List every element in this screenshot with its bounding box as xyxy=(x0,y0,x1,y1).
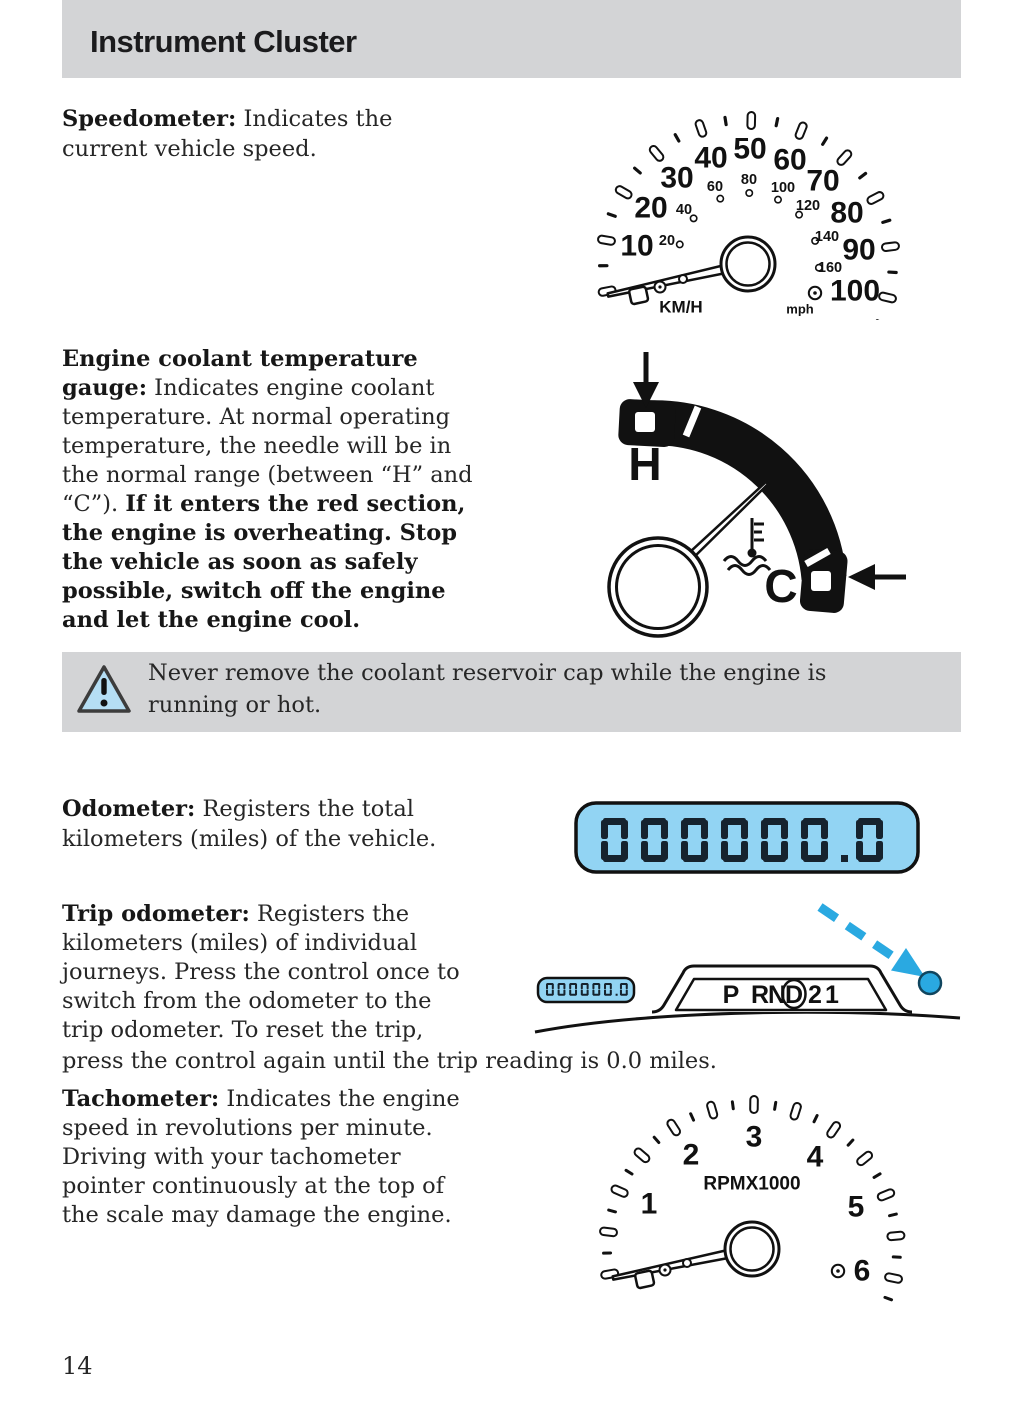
text-line: kilometers (miles) of individual xyxy=(62,930,418,956)
cluster-contour-line xyxy=(535,1012,960,1032)
tachometer-illustration xyxy=(560,1075,1000,1310)
kmh-unit-label: KM/H xyxy=(659,297,703,317)
cold-label: C xyxy=(764,560,798,612)
svg-text:100: 100 xyxy=(770,180,796,196)
lamp-symbol-icon xyxy=(809,287,821,299)
text-line: Driving with your tachometer xyxy=(62,1144,401,1170)
coolant-hub xyxy=(609,538,707,636)
svg-text:160: 160 xyxy=(817,260,843,276)
svg-text:10: 10 xyxy=(620,229,654,263)
warning-callout xyxy=(62,652,961,732)
text-line: Engine coolant temperature xyxy=(62,346,418,372)
page-title: Instrument Cluster xyxy=(90,24,357,59)
svg-text:1: 1 xyxy=(825,981,839,1009)
svg-text:20: 20 xyxy=(634,191,668,225)
svg-text:20: 20 xyxy=(658,233,676,249)
svg-text:R: R xyxy=(750,981,770,1009)
text-line: temperature. At normal operating xyxy=(62,404,450,430)
text-line: the normal range (between “H” and xyxy=(62,462,473,488)
text-line: kilometers (miles) of the vehicle. xyxy=(62,826,437,852)
hot-label: H xyxy=(628,438,662,490)
svg-text:4: 4 xyxy=(806,1140,824,1174)
svg-text:2: 2 xyxy=(808,981,822,1009)
text-line: pointer continuously at the top of xyxy=(62,1173,445,1199)
svg-text:70: 70 xyxy=(806,164,840,198)
svg-text:1: 1 xyxy=(640,1187,658,1221)
speedometer-illustration xyxy=(560,95,1000,320)
svg-text:100: 100 xyxy=(829,274,881,308)
svg-text:3: 3 xyxy=(745,1120,763,1154)
svg-text:5: 5 xyxy=(847,1190,865,1224)
text-line: gauge: Indicates engine coolant xyxy=(62,375,435,401)
tachometer-needle-base xyxy=(635,1259,691,1288)
text-line: speed in revolutions per minute. xyxy=(62,1115,433,1141)
svg-text:D: D xyxy=(784,981,804,1009)
svg-text:30: 30 xyxy=(660,161,694,195)
text-line: Trip odometer: Registers the xyxy=(62,901,410,927)
cold-pointer-arrow-icon xyxy=(848,564,906,590)
svg-text:80: 80 xyxy=(740,172,758,188)
text-line: Tachometer: Indicates the engine xyxy=(62,1086,460,1112)
text-line: the scale may damage the engine. xyxy=(62,1202,452,1228)
text-line: switch from the odometer to the xyxy=(62,988,432,1014)
odometer-display-illustration xyxy=(560,790,1000,885)
svg-text:90: 90 xyxy=(842,233,876,267)
text-line: “C”). If it enters the red section, xyxy=(62,491,466,517)
tachometer-hub xyxy=(725,1222,779,1276)
page-number: 14 xyxy=(62,1352,93,1380)
speedometer-hub xyxy=(721,237,775,291)
section-header-bar xyxy=(62,0,961,78)
svg-text:120: 120 xyxy=(795,198,821,214)
coolant-temp-icon xyxy=(724,518,770,575)
text-line: Odometer: Registers the total xyxy=(62,796,414,822)
warning-text-line: Never remove the coolant reservoir cap while the engine is xyxy=(148,660,827,686)
svg-text:60: 60 xyxy=(773,143,807,177)
text-line: trip odometer. To reset the trip, xyxy=(62,1017,424,1043)
svg-text:2: 2 xyxy=(682,1138,700,1172)
text-line: the vehicle as soon as safely xyxy=(62,549,418,575)
warning-triangle-icon xyxy=(76,662,132,716)
svg-text:6: 6 xyxy=(853,1254,871,1288)
warning-text-line: running or hot. xyxy=(148,692,322,718)
svg-text:140: 140 xyxy=(814,229,840,245)
trip-reset-illustration xyxy=(520,895,1000,1045)
text-line: the engine is overheating. Stop xyxy=(62,520,457,546)
svg-text:80: 80 xyxy=(830,196,864,230)
svg-text:50: 50 xyxy=(733,132,767,166)
svg-text:60: 60 xyxy=(706,179,724,195)
mph-unit-label: mph xyxy=(786,301,814,317)
text-line: temperature, the needle will be in xyxy=(62,433,452,459)
text-line: possible, switch off the engine xyxy=(62,578,446,604)
rpm-unit-label: RPMX1000 xyxy=(703,1173,801,1195)
trip-reset-button xyxy=(919,972,941,994)
text-line: and let the engine cool. xyxy=(62,607,361,633)
svg-text:40: 40 xyxy=(694,141,728,175)
text-line: press the control again until the trip reading is 0.0 miles. xyxy=(62,1048,717,1074)
text-line: Speedometer: Indicates the xyxy=(62,106,393,132)
svg-text:P: P xyxy=(722,981,740,1009)
coolant-gauge-illustration xyxy=(560,340,1020,650)
svg-text:N: N xyxy=(767,981,787,1009)
text-line: journeys. Press the control once to xyxy=(62,959,460,985)
lamp-symbol-icon xyxy=(832,1265,844,1277)
svg-text:40: 40 xyxy=(675,202,693,218)
text-line: current vehicle speed. xyxy=(62,136,317,162)
